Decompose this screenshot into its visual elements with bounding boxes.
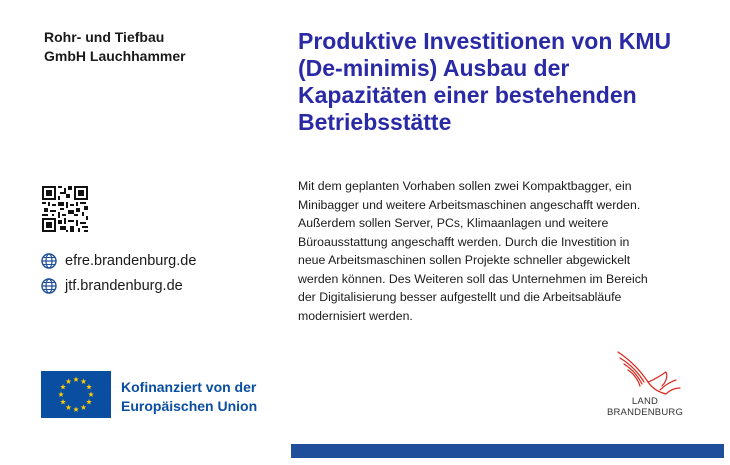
brandenburg-line2: BRANDENBURG	[606, 407, 684, 418]
description-line: neue Arbeitsmaschinen sollen Projekte schneller abgewickelt	[298, 253, 631, 267]
link-text[interactable]: jtf.brandenburg.de	[65, 278, 183, 294]
company-name-line1: Rohr- und Tiefbau	[44, 29, 165, 45]
project-description	[298, 177, 708, 325]
company-name-line2: GmbH Lauchhammer	[44, 48, 186, 64]
eu-text-line2: Europäischen Union	[121, 398, 258, 414]
description-line: werden können. Des Weiteren soll das Unternehmen im Bereich	[298, 271, 648, 286]
description-line: Außerdem sollen Server, PCs, Klimaanlagen und weitere	[298, 216, 609, 230]
description-line: modernisiert werden.	[298, 308, 413, 323]
brandenburg-text	[597, 396, 693, 418]
footer-accent-bar	[291, 444, 724, 458]
company-name	[44, 28, 264, 66]
link-text[interactable]: efre.brandenburg.de	[65, 253, 197, 269]
project-title-line2: (De-minimis) Ausbau der	[298, 55, 570, 81]
eu-flag-logo	[41, 371, 111, 418]
brandenburg-line1: LAND	[631, 396, 659, 407]
link-jtf[interactable]	[41, 278, 183, 294]
globe-icon	[41, 278, 57, 294]
description-line: Minibagger und weitere Arbeitsmaschinen angeschafft werden.	[298, 197, 641, 212]
description-line: der Digitalisierung besser aufgestellt und die Arbeitsabläufe	[298, 290, 622, 304]
eu-text-line1: Kofinanziert von der	[121, 379, 257, 395]
project-title	[298, 28, 708, 136]
project-title-line4: Betriebsstätte	[298, 109, 452, 135]
project-title-line3: Kapazitäten einer bestehenden	[298, 82, 637, 108]
description-line: Mit dem geplanten Vorhaben sollen zwei Kompaktbagger, ein	[298, 179, 632, 193]
globe-icon	[41, 253, 57, 269]
eu-cofinancing-text	[121, 378, 291, 416]
project-title-line1: Produktive Investitionen von KMU	[298, 28, 672, 54]
link-efre[interactable]	[41, 253, 196, 269]
qr-code[interactable]	[42, 186, 88, 232]
description-line: Büroausstattung angeschafft werden. Durch die Investition in	[298, 234, 630, 249]
